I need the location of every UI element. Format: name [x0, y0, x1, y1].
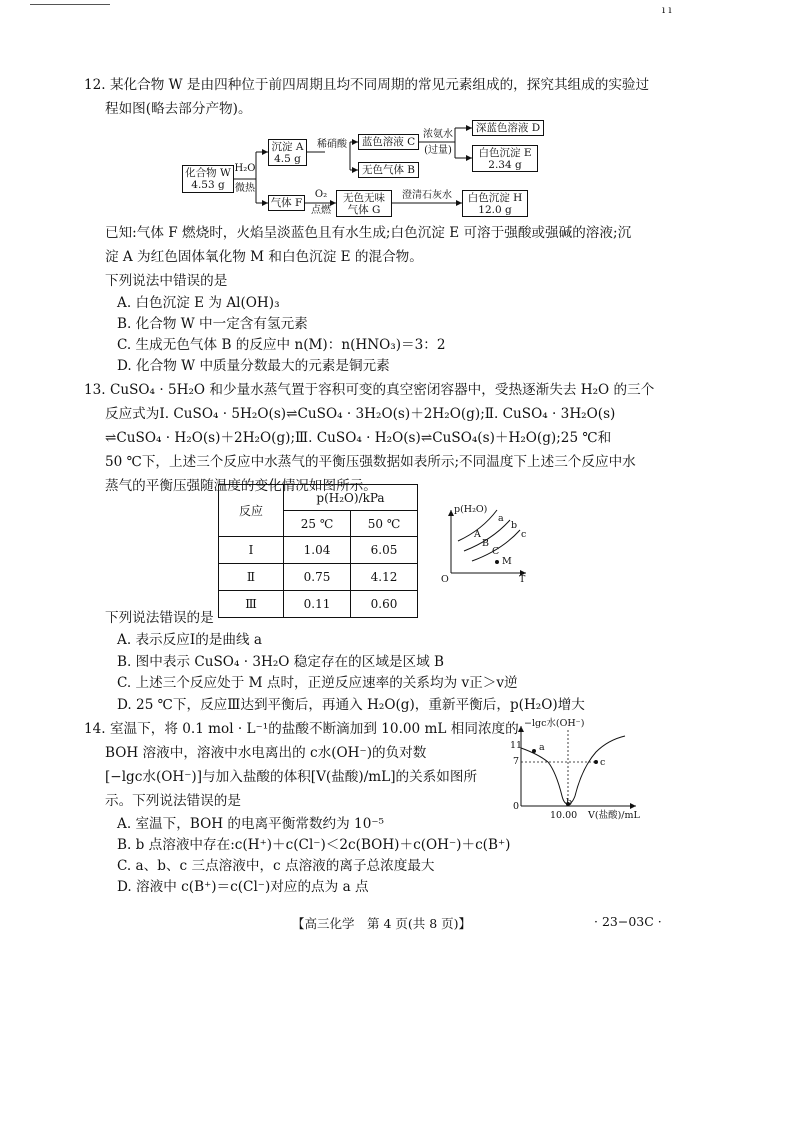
curve-label-a: a	[498, 513, 504, 524]
q14-point-a: a	[539, 742, 545, 753]
region-label-b: B	[482, 538, 489, 549]
table-cell: 0.75	[284, 564, 351, 591]
q14-tick-10: 10.00	[550, 810, 578, 821]
label-h2o: H₂O	[234, 163, 256, 174]
gas-g-line2: 气体 G	[347, 203, 381, 216]
white-e-mass: 2.34 g	[488, 158, 522, 171]
q14-point-c: c	[600, 757, 606, 768]
table-row-reaction: Ⅱ	[219, 564, 284, 591]
q14-tick-7: 7	[513, 756, 520, 767]
q12-option-a: A. 白色沉淀 E 为 Al(OH)₃	[117, 295, 280, 311]
q13-origin: O	[441, 574, 449, 585]
q14-xlabel: V(盐酸)/mL	[588, 810, 640, 821]
q13-line3: ⇌CuSO₄ · H₂O(s)＋2H₂O(g);Ⅲ. CuSO₄ · H₂O(s)⇌CuSO₄(s)＋H₂O(g);25 ℃和	[105, 430, 612, 446]
box-gas-b: 无色气体 B	[358, 162, 419, 178]
box-gas-f: 气体 F	[268, 195, 305, 211]
q14-line1: 14. 室温下，将 0.1 mol · L⁻¹的盐酸不断滴加到 10.00 mL 相同浓度的	[84, 721, 519, 737]
q13-line1: 13. CuSO₄ · 5H₂O 和少量水蒸气置于容积可变的真空密闭容器中，受热逐渐失去 H₂O 的三个	[84, 382, 655, 398]
table-col-reaction: 反应	[219, 485, 284, 537]
table-header-50c: 50 ℃	[351, 511, 418, 537]
q14-tick-0: 0	[513, 801, 520, 812]
table-cell: 6.05	[351, 537, 418, 564]
q13-stem: 下列说法错误的是	[105, 610, 214, 626]
table-cell: 0.60	[351, 591, 418, 618]
table-header-25c: 25 ℃	[284, 511, 351, 537]
q12-line2: 程如图(略去部分产物)。	[105, 101, 252, 117]
point-label-m: M	[502, 556, 512, 567]
q14-option-b: B. b 点溶液中存在:c(H⁺)＋c(Cl⁻)＜2c(BOH)＋c(OH⁻)＋c(B⁺)	[117, 837, 511, 853]
q13-line2: 反应式为Ⅰ. CuSO₄ · 5H₂O(s)⇌CuSO₄ · 3H₂O(s)＋2H₂O(g);Ⅱ. CuSO₄ · 3H₂O(s)	[105, 406, 616, 422]
label-limewater: 澄清石灰水	[402, 190, 452, 201]
label-nitric-acid: 稀硝酸	[317, 139, 347, 150]
white-h-name: 白色沉淀 H	[467, 191, 523, 204]
precip-a-name: 沉淀 A	[271, 140, 304, 153]
footer-code: · 23−03C ·	[594, 914, 662, 929]
label-heat: 微热	[235, 183, 255, 194]
curve-label-c: c	[521, 529, 527, 540]
q12-known2: 淀 A 为红色固体氧化物 M 和白色沉淀 E 的混合物。	[105, 249, 423, 265]
q14-option-a: A. 室温下，BOH 的电离平衡常数约为 10⁻⁵	[117, 816, 384, 832]
table-cell: 1.04	[284, 537, 351, 564]
q13-option-d: D. 25 ℃下，反应Ⅲ达到平衡后，再通入 H₂O(g)，重新平衡后，p(H₂O)增大	[117, 697, 585, 713]
q12-option-b: B. 化合物 W 中一定含有氢元素	[117, 316, 308, 332]
q14-tick-11: 11	[510, 740, 523, 751]
curve-label-b: b	[511, 520, 518, 531]
box-deep-blue-d: 深蓝色溶液 D	[472, 120, 544, 136]
q14-point-b: b	[566, 797, 573, 808]
label-o2: O₂	[314, 189, 328, 200]
table-cell: 4.12	[351, 564, 418, 591]
table-row-reaction: Ⅰ	[219, 537, 284, 564]
q14-option-d: D. 溶液中 c(B⁺)＝c(Cl⁻)对应的点为 a 点	[117, 879, 369, 895]
table-row-reaction: Ⅲ	[219, 591, 284, 618]
precip-a-mass: 4.5 g	[274, 152, 301, 165]
q14-line2: BOH 溶液中，溶液中水电离出的 c水(OH⁻)的负对数	[105, 745, 427, 761]
q13-line5: 蒸气的平衡压强随温度的变化情况如图所示。	[105, 478, 377, 494]
q12-option-d: D. 化合物 W 中质量分数最大的元素是铜元素	[117, 358, 390, 374]
box-blue-solution-c: 蓝色溶液 C	[358, 134, 419, 150]
q12-stem: 下列说法中错误的是	[105, 273, 228, 289]
white-e-name: 白色沉淀 E	[478, 146, 532, 159]
q13-ylabel: p(H₂O)	[454, 504, 488, 515]
q14-option-c: C. a、b、c 三点溶液中，c 点溶液的离子总浓度最大	[117, 858, 435, 874]
q14-line3: [−lgc水(OH⁻)]与加入盐酸的体积[V(盐酸)/mL]的关系如图所	[105, 769, 478, 785]
compound-mass: 4.53 g	[191, 179, 225, 191]
region-label-a: A	[474, 529, 481, 540]
label-ammonia: 浓氨水	[423, 129, 453, 140]
compound-name: 化合物 W	[185, 167, 231, 179]
region-label-c: C	[492, 546, 500, 557]
q13-option-b: B. 图中表示 CuSO₄ · 3H₂O 稳定存在的区域是区域 B	[117, 654, 445, 670]
q12-option-c: C. 生成无色气体 B 的反应中 n(M)：n(HNO₃)＝3：2	[117, 337, 446, 353]
gas-g-line1: 无色无味	[343, 191, 385, 204]
q14-ylabel: −lgc水(OH⁻)	[524, 718, 585, 729]
q12-known1: 已知:气体 F 燃烧时，火焰呈淡蓝色且有水生成;白色沉淀 E 可溶于强酸或强碱的溶液;沉	[105, 225, 632, 241]
q14-line4: 示。下列说法错误的是	[105, 793, 241, 809]
white-h-mass: 12.0 g	[478, 203, 512, 216]
q13-option-a: A. 表示反应Ⅰ的是曲线 a	[117, 632, 263, 648]
q12-line1: 12. 某化合物 W 是由四种位于前四周期且均不同周期的常见元素组成的，探究其组成的实验过	[84, 77, 650, 93]
label-ignite: 点燃	[311, 205, 331, 216]
label-excess: (过量)	[424, 145, 452, 156]
q13-xlabel: T	[519, 574, 526, 585]
q13-line4: 50 ℃下，上述三个反应中水蒸气的平衡压强数据如表所示;不同温度下上述三个反应中水	[105, 454, 636, 470]
corner-marks: ı ı	[662, 5, 672, 16]
table-header-pressure: p(H₂O)/kPa	[284, 485, 418, 511]
footer-page-info: 【高三化学 第 4 页(共 8 页)】	[292, 916, 472, 931]
q13-option-c: C. 上述三个反应处于 M 点时，正逆反应速率的关系均为 v正＞v逆	[117, 675, 518, 691]
table-cell: 0.11	[284, 591, 351, 618]
